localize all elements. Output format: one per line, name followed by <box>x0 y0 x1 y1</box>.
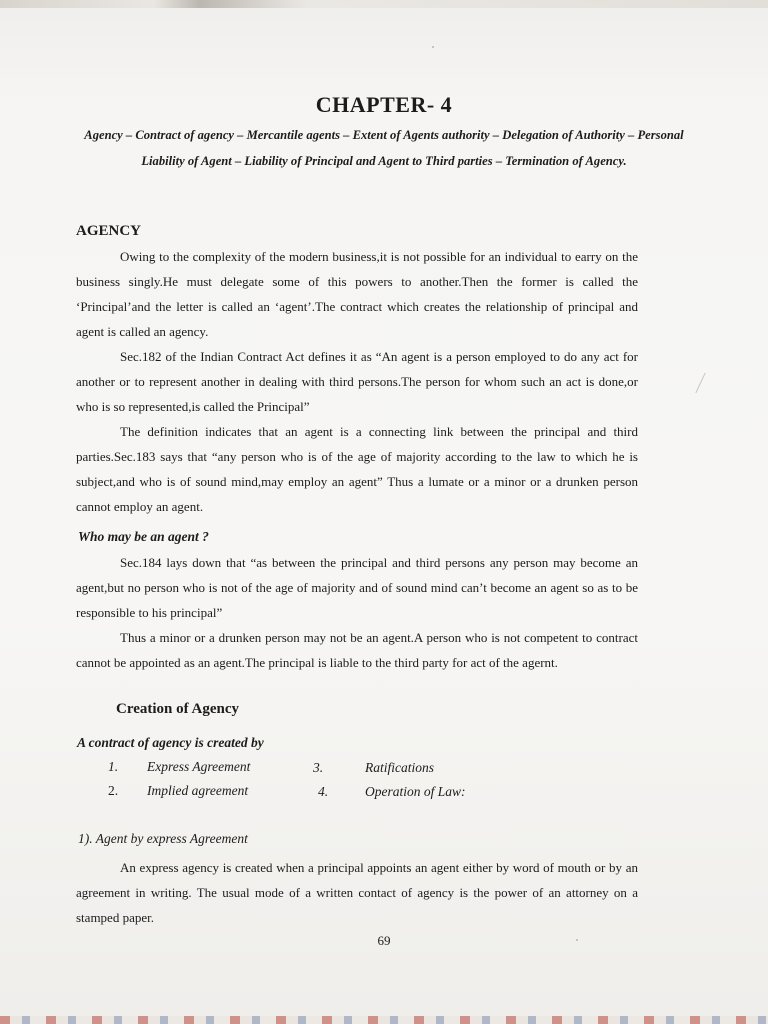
who-paragraph-1: Sec.184 lays down that “as between the principal and third persons any person may become an agent,but no person who is not of the age of majority and of sound mind can’t become an agent so as to be responsible to his principal” <box>76 555 638 620</box>
section-heading-who: Who may be an agent ? <box>78 529 209 544</box>
item-number: 3. <box>313 760 324 775</box>
page-top-edge <box>0 0 768 8</box>
page-bottom-edge <box>0 1016 768 1024</box>
item-label: Express Agreement <box>147 759 251 774</box>
who-paragraph-2: Thus a minor or a drunken person may not be an agent.A person who is not competent to contract cannot be appointed as an agent.The principal is liable to the third party for act of the agernt. <box>76 630 638 670</box>
item-number: 2. <box>108 783 119 798</box>
item-label: Operation of Law: <box>365 784 466 799</box>
express-paragraph: An express agency is created when a principal appoints an agent either by word of mouth or by an agreement in writing. The usual mode of a written contact of agency is the power of an attorney on a stamped paper. <box>76 860 638 925</box>
section-heading-agency: AGENCY <box>76 223 142 239</box>
item-label: Implied agreement <box>147 783 249 798</box>
item-number: 1. <box>108 759 119 774</box>
margin-mark <box>695 373 705 393</box>
chapter-title: CHAPTER- 4 <box>315 92 453 117</box>
section-heading-express: 1). Agent by express Agreement <box>78 831 248 846</box>
agency-paragraph-2: Sec.182 of the Indian Contract Act defines it as “An agent is a person employed to do any act for another or to represent another in dealing with third persons.The person for whom such an act is done,or who is so represented,is called the Principal” <box>76 349 638 414</box>
item-label: Ratifications <box>365 760 434 775</box>
speck <box>432 46 434 48</box>
chapter-subtitle: Agency – Contract of agency – Mercantile agents – Extent of Agents authority – Delegation of Authority – Personal Liability of Agent – Liability of Principal and Agent to Third parties – Termination of Agency. <box>84 128 684 168</box>
agency-paragraph-3: The definition indicates that an agent is a connecting link between the principal and third parties.Sec.183 says that “any person who is of the age of majority according to the law to which he is subject,and who is of sound mind,may employ an agent” Thus a lumate or a minor or a drunken person cannot employ an agent. <box>76 424 638 514</box>
section-heading-creation: Creation of Agency <box>116 701 240 717</box>
creation-intro: A contract of agency is created by <box>77 735 264 750</box>
page-number: 69 <box>377 933 391 948</box>
item-number: 4. <box>318 784 329 799</box>
agency-paragraph-1: Owing to the complexity of the modern business,it is not possible for an individual to earry on the business singly.He must delegate some of this powers to another.Then the former is called the ‘Principal’and the letter is called an ‘agent’.The contract which creates the relationship of principal and agent is called an agency. <box>76 249 638 339</box>
